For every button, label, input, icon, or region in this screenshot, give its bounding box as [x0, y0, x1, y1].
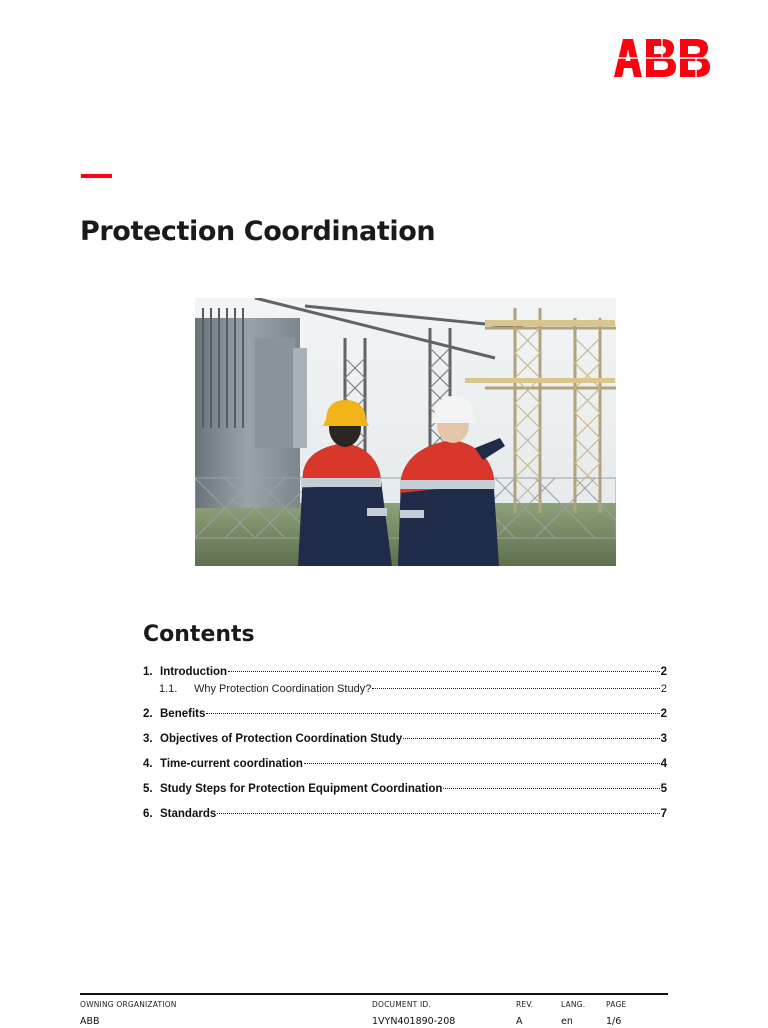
toc-entry-page: 2 — [660, 683, 667, 695]
document-title: Protection Coordination — [80, 216, 436, 247]
document-footer — [80, 993, 668, 1027]
abb-logo-graphic — [612, 38, 712, 78]
toc-entry-label: Benefits — [160, 708, 206, 720]
contents-heading: Contents — [143, 622, 255, 647]
toc-entry-number: 5. — [143, 783, 153, 795]
abb-logo — [612, 38, 712, 78]
toc-entry-page: 3 — [660, 733, 667, 745]
toc-entry-label: Introduction — [160, 666, 228, 678]
footer-label: REV. — [516, 1000, 534, 1009]
toc-entry-page: 2 — [660, 708, 667, 720]
table-of-contents — [143, 664, 667, 823]
toc-dot-leader — [443, 788, 659, 789]
toc-subentry[interactable] — [143, 681, 667, 698]
toc-entry-label: Standards — [160, 808, 217, 820]
toc-entry-number: 6. — [143, 808, 153, 820]
toc-entry[interactable] — [143, 664, 667, 681]
toc-entry-number: 4. — [143, 758, 153, 770]
toc-entry-number: 2. — [143, 708, 153, 720]
toc-entry-label: Why Protection Coordination Study? — [194, 683, 372, 695]
toc-entry[interactable] — [143, 731, 667, 748]
toc-entry-label: Objectives of Protection Coordination Study — [160, 733, 403, 745]
toc-entry-page: 2 — [660, 666, 667, 678]
footer-value: A — [516, 1016, 523, 1027]
footer-value: 1VYN401890-208 — [372, 1016, 456, 1027]
toc-dot-leader — [372, 688, 660, 689]
toc-entry-page: 5 — [660, 783, 667, 795]
footer-label: PAGE — [606, 1000, 627, 1009]
substation-photo-graphic — [195, 298, 616, 566]
toc-entry-number: 1.1. — [159, 683, 178, 695]
footer-value: 1/6 — [606, 1016, 622, 1027]
footer-label: LANG. — [561, 1000, 586, 1009]
toc-entry[interactable] — [143, 706, 667, 723]
footer-label: OWNING ORGANIZATION — [80, 1000, 177, 1009]
toc-entry-label: Time-current coordination — [160, 758, 303, 770]
toc-dot-leader — [403, 738, 659, 739]
footer-value: ABB — [80, 1016, 100, 1027]
toc-entry-page: 7 — [660, 808, 667, 820]
footer-label: DOCUMENT ID. — [372, 1000, 431, 1009]
toc-entry-page: 4 — [660, 758, 667, 770]
toc-entry[interactable] — [143, 781, 667, 798]
toc-dot-leader — [217, 813, 659, 814]
toc-dot-leader — [206, 713, 659, 714]
substation-photo — [195, 298, 616, 566]
toc-dot-leader — [304, 763, 660, 764]
toc-entry[interactable] — [143, 806, 667, 823]
footer-value: en — [561, 1016, 573, 1027]
accent-bar — [81, 174, 112, 178]
toc-entry-number: 1. — [143, 666, 153, 678]
toc-dot-leader — [228, 671, 660, 672]
toc-entry-number: 3. — [143, 733, 153, 745]
toc-entry-label: Study Steps for Protection Equipment Coordination — [160, 783, 443, 795]
toc-entry[interactable] — [143, 756, 667, 773]
